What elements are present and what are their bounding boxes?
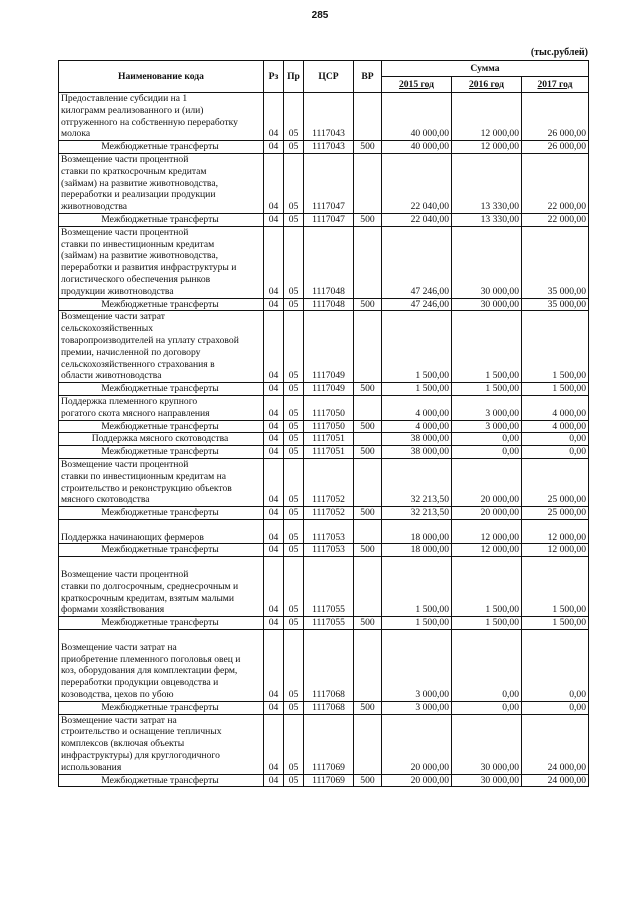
cell-v2016: 30 000,00	[452, 714, 522, 774]
cell-vr: 500	[354, 383, 382, 396]
cell-v2016: 3 000,00	[452, 395, 522, 420]
cell-v2015: 40 000,00	[382, 141, 452, 154]
units-note: (тыс.рублей)	[530, 47, 588, 58]
cell-v2015: 18 000,00	[382, 544, 452, 557]
cell-rz: 04	[264, 420, 284, 433]
budget-table	[58, 60, 589, 787]
cell-v2016: 13 330,00	[452, 213, 522, 226]
cell-pr: 05	[284, 701, 304, 714]
cell-csr: 1117069	[304, 774, 354, 787]
cell-vr	[354, 226, 382, 298]
cell-v2015: 4 000,00	[382, 420, 452, 433]
table-row	[59, 774, 589, 787]
cell-v2015: 38 000,00	[382, 446, 452, 459]
cell-v2015: 47 246,00	[382, 298, 452, 311]
cell-v2016: 12 000,00	[452, 141, 522, 154]
table-row	[59, 298, 589, 311]
cell-rz: 04	[264, 617, 284, 630]
cell-v2017: 1 500,00	[522, 617, 589, 630]
cell-v2017: 0,00	[522, 701, 589, 714]
cell-v2015: 20 000,00	[382, 714, 452, 774]
cell-pr: 05	[284, 420, 304, 433]
cell-pr: 05	[284, 544, 304, 557]
cell-pr: 05	[284, 458, 304, 506]
table-row	[59, 93, 589, 141]
table-row	[59, 141, 589, 154]
cell-v2017: 25 000,00	[522, 458, 589, 506]
cell-name: Возмещение части процентной ставки по краткосрочным кредитам (займам) на развитие животноводства, переработки и реализации продукции животноводства	[59, 153, 264, 213]
table-row	[59, 458, 589, 506]
table-row	[59, 226, 589, 298]
cell-v2017: 12 000,00	[522, 544, 589, 557]
cell-v2015: 1 500,00	[382, 311, 452, 383]
cell-vr	[354, 93, 382, 141]
cell-name: Возмещение части затрат на строительство и оснащение тепличных комплексов (включая объекты инфраструктуры) для круглогодичного использования	[59, 714, 264, 774]
cell-name: Межбюджетные трансферты	[59, 617, 264, 630]
cell-rz: 04	[264, 213, 284, 226]
cell-pr: 05	[284, 153, 304, 213]
cell-rz: 04	[264, 298, 284, 311]
cell-v2017: 26 000,00	[522, 93, 589, 141]
cell-csr: 1117050	[304, 395, 354, 420]
cell-vr: 500	[354, 420, 382, 433]
table-row	[59, 714, 589, 774]
cell-v2016: 1 500,00	[452, 617, 522, 630]
cell-vr	[354, 519, 382, 544]
header-year-2017: 2017 год	[522, 77, 589, 93]
cell-pr: 05	[284, 714, 304, 774]
cell-csr: 1117053	[304, 519, 354, 544]
cell-v2015: 40 000,00	[382, 93, 452, 141]
cell-v2017: 0,00	[522, 433, 589, 446]
cell-v2015: 1 500,00	[382, 617, 452, 630]
cell-vr: 500	[354, 701, 382, 714]
cell-rz: 04	[264, 153, 284, 213]
cell-csr: 1117049	[304, 311, 354, 383]
cell-pr: 05	[284, 446, 304, 459]
cell-v2015: 3 000,00	[382, 701, 452, 714]
cell-pr: 05	[284, 311, 304, 383]
cell-vr: 500	[354, 141, 382, 154]
cell-pr: 05	[284, 433, 304, 446]
cell-rz: 04	[264, 519, 284, 544]
cell-pr: 05	[284, 213, 304, 226]
cell-v2016: 0,00	[452, 446, 522, 459]
cell-vr	[354, 153, 382, 213]
cell-csr: 1117047	[304, 213, 354, 226]
cell-rz: 04	[264, 433, 284, 446]
table-row	[59, 446, 589, 459]
cell-rz: 04	[264, 446, 284, 459]
cell-v2015: 22 040,00	[382, 153, 452, 213]
cell-name: Поддержка начинающих фермеров	[59, 519, 264, 544]
cell-v2016: 12 000,00	[452, 519, 522, 544]
cell-v2016: 1 500,00	[452, 557, 522, 617]
cell-pr: 05	[284, 395, 304, 420]
table-row	[59, 153, 589, 213]
table-row	[59, 557, 589, 617]
cell-vr: 500	[354, 774, 382, 787]
table-row	[59, 507, 589, 520]
cell-v2017: 12 000,00	[522, 519, 589, 544]
table-row	[59, 617, 589, 630]
cell-v2017: 22 000,00	[522, 153, 589, 213]
cell-csr: 1117051	[304, 446, 354, 459]
header-year-2016: 2016 год	[452, 77, 522, 93]
cell-v2016: 20 000,00	[452, 458, 522, 506]
cell-v2016: 0,00	[452, 630, 522, 702]
cell-pr: 05	[284, 774, 304, 787]
cell-csr: 1117047	[304, 153, 354, 213]
table-body	[59, 93, 589, 787]
cell-name: Межбюджетные трансферты	[59, 298, 264, 311]
cell-csr: 1117043	[304, 93, 354, 141]
cell-name: Возмещение части процентной ставки по долгосрочным, среднесрочным и краткосрочным кредитам, взятым малыми формами хозяйствования	[59, 557, 264, 617]
cell-pr: 05	[284, 226, 304, 298]
table-row	[59, 383, 589, 396]
cell-vr	[354, 630, 382, 702]
cell-v2016: 30 000,00	[452, 774, 522, 787]
cell-v2015: 1 500,00	[382, 383, 452, 396]
cell-name: Межбюджетные трансферты	[59, 507, 264, 520]
cell-v2015: 32 213,50	[382, 507, 452, 520]
cell-v2016: 30 000,00	[452, 226, 522, 298]
cell-name: Межбюджетные трансферты	[59, 420, 264, 433]
cell-v2015: 18 000,00	[382, 519, 452, 544]
cell-pr: 05	[284, 617, 304, 630]
cell-v2017: 24 000,00	[522, 714, 589, 774]
cell-name: Межбюджетные трансферты	[59, 141, 264, 154]
cell-pr: 05	[284, 557, 304, 617]
header-rz: Рз	[264, 61, 284, 93]
cell-v2015: 47 246,00	[382, 226, 452, 298]
cell-csr: 1117052	[304, 507, 354, 520]
cell-name: Предоставление субсидии на 1 килограмм реализованного и (или) отгруженного на собственную переработку молока	[59, 93, 264, 141]
table-row	[59, 519, 589, 544]
cell-name: Возмещение части затрат сельскохозяйственных товаропроизводителей на уплату страховой премии, начисленной по договору сельскохозяйственного страхования в области животноводства	[59, 311, 264, 383]
cell-name: Межбюджетные трансферты	[59, 446, 264, 459]
header-sum: Сумма	[382, 61, 589, 77]
cell-csr: 1117069	[304, 714, 354, 774]
cell-v2016: 12 000,00	[452, 544, 522, 557]
cell-name: Возмещение части процентной ставки по инвестиционным кредитам (займам) на развитие животноводства, переработки и развития инфраструктуры и логистического обеспечения рынков продукции животноводства	[59, 226, 264, 298]
cell-v2016: 12 000,00	[452, 93, 522, 141]
cell-v2016: 1 500,00	[452, 311, 522, 383]
cell-rz: 04	[264, 701, 284, 714]
cell-name: Поддержка мясного скотоводства	[59, 433, 264, 446]
header-name: Наименование кода	[59, 61, 264, 93]
cell-pr: 05	[284, 298, 304, 311]
cell-v2015: 3 000,00	[382, 630, 452, 702]
cell-v2016: 0,00	[452, 433, 522, 446]
cell-v2015: 38 000,00	[382, 433, 452, 446]
cell-vr	[354, 714, 382, 774]
cell-csr: 1117050	[304, 420, 354, 433]
cell-v2017: 1 500,00	[522, 557, 589, 617]
cell-rz: 04	[264, 507, 284, 520]
cell-csr: 1117051	[304, 433, 354, 446]
cell-vr: 500	[354, 298, 382, 311]
cell-v2016: 13 330,00	[452, 153, 522, 213]
cell-name: Межбюджетные трансферты	[59, 213, 264, 226]
cell-name: Межбюджетные трансферты	[59, 544, 264, 557]
cell-v2017: 25 000,00	[522, 507, 589, 520]
cell-pr: 05	[284, 630, 304, 702]
cell-v2017: 22 000,00	[522, 213, 589, 226]
cell-v2016: 20 000,00	[452, 507, 522, 520]
cell-rz: 04	[264, 226, 284, 298]
cell-pr: 05	[284, 93, 304, 141]
cell-v2017: 26 000,00	[522, 141, 589, 154]
cell-csr: 1117068	[304, 701, 354, 714]
cell-rz: 04	[264, 630, 284, 702]
header-vr: ВР	[354, 61, 382, 93]
cell-v2016: 1 500,00	[452, 383, 522, 396]
cell-vr	[354, 311, 382, 383]
cell-csr: 1117053	[304, 544, 354, 557]
cell-vr: 500	[354, 617, 382, 630]
cell-v2017: 35 000,00	[522, 226, 589, 298]
cell-rz: 04	[264, 714, 284, 774]
cell-csr: 1117068	[304, 630, 354, 702]
cell-v2015: 32 213,50	[382, 458, 452, 506]
cell-v2017: 0,00	[522, 630, 589, 702]
cell-vr: 500	[354, 507, 382, 520]
cell-v2017: 4 000,00	[522, 420, 589, 433]
table-row	[59, 701, 589, 714]
table-row	[59, 213, 589, 226]
cell-csr: 1117043	[304, 141, 354, 154]
cell-vr	[354, 433, 382, 446]
cell-pr: 05	[284, 141, 304, 154]
table-row	[59, 420, 589, 433]
cell-pr: 05	[284, 507, 304, 520]
cell-vr	[354, 395, 382, 420]
cell-v2017: 0,00	[522, 446, 589, 459]
page-number: 285	[311, 10, 329, 21]
cell-v2015: 20 000,00	[382, 774, 452, 787]
cell-csr: 1117055	[304, 617, 354, 630]
cell-v2016: 3 000,00	[452, 420, 522, 433]
cell-csr: 1117048	[304, 298, 354, 311]
cell-v2017: 1 500,00	[522, 311, 589, 383]
cell-rz: 04	[264, 774, 284, 787]
cell-name: Поддержка племенного крупного рогатого скота мясного направления	[59, 395, 264, 420]
cell-csr: 1117055	[304, 557, 354, 617]
cell-rz: 04	[264, 383, 284, 396]
cell-v2015: 4 000,00	[382, 395, 452, 420]
cell-vr: 500	[354, 213, 382, 226]
cell-name: Возмещение части процентной ставки по инвестиционным кредитам на строительство и реконструкцию объектов мясного скотоводства	[59, 458, 264, 506]
header-csr: ЦСР	[304, 61, 354, 93]
header-pr: Пр	[284, 61, 304, 93]
cell-name: Межбюджетные трансферты	[59, 383, 264, 396]
cell-rz: 04	[264, 141, 284, 154]
cell-v2015: 1 500,00	[382, 557, 452, 617]
cell-rz: 04	[264, 93, 284, 141]
cell-csr: 1117052	[304, 458, 354, 506]
table-row	[59, 433, 589, 446]
cell-v2016: 0,00	[452, 701, 522, 714]
table-row	[59, 630, 589, 702]
cell-v2017: 1 500,00	[522, 383, 589, 396]
cell-v2016: 30 000,00	[452, 298, 522, 311]
cell-rz: 04	[264, 544, 284, 557]
header-year-2015: 2015 год	[382, 77, 452, 93]
cell-rz: 04	[264, 557, 284, 617]
cell-csr: 1117048	[304, 226, 354, 298]
cell-name: Возмещение части затрат на приобретение племенного поголовья овец и коз, оборудования для комплектации ферм, переработки продукции овцеводства и козоводства, цехов по убою	[59, 630, 264, 702]
cell-rz: 04	[264, 311, 284, 383]
cell-vr: 500	[354, 544, 382, 557]
cell-pr: 05	[284, 519, 304, 544]
cell-pr: 05	[284, 383, 304, 396]
cell-v2017: 4 000,00	[522, 395, 589, 420]
cell-rz: 04	[264, 458, 284, 506]
cell-name: Межбюджетные трансферты	[59, 701, 264, 714]
cell-vr	[354, 458, 382, 506]
table-row	[59, 544, 589, 557]
cell-rz: 04	[264, 395, 284, 420]
cell-vr: 500	[354, 446, 382, 459]
table-row	[59, 395, 589, 420]
cell-v2017: 35 000,00	[522, 298, 589, 311]
cell-v2017: 24 000,00	[522, 774, 589, 787]
cell-name: Межбюджетные трансферты	[59, 774, 264, 787]
table-row	[59, 311, 589, 383]
cell-v2015: 22 040,00	[382, 213, 452, 226]
cell-vr	[354, 557, 382, 617]
cell-csr: 1117049	[304, 383, 354, 396]
